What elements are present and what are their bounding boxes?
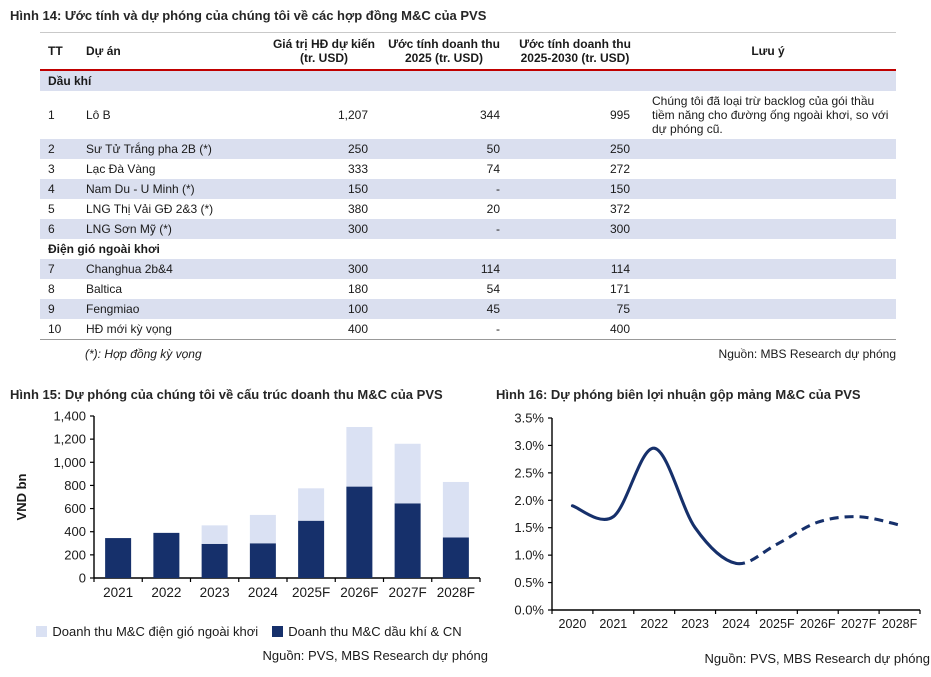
figure15-title: Hình 15: Dự phóng của chúng tôi về cấu trúc doanh thu M&C của PVS — [10, 387, 443, 402]
figure16-title: Hình 16: Dự phóng biên lợi nhuận gộp mảng M&C của PVS — [496, 387, 861, 402]
cell-project: LNG Sơn Mỹ (*) — [86, 222, 172, 236]
bar-segment — [153, 533, 179, 578]
bar-segment — [443, 538, 469, 579]
x-tick-label: 2024 — [722, 617, 750, 631]
cell-rev2030: 250 — [609, 142, 630, 156]
col-header-contract-value: Giá trị HĐ dự kiến (tr. USD) — [270, 33, 378, 71]
table-row — [40, 91, 896, 139]
table-row — [40, 319, 896, 340]
cell-value: 380 — [347, 202, 368, 216]
x-tick-label: 2021 — [103, 585, 134, 600]
cell-rev2030: 171 — [609, 282, 630, 296]
cell-rev2030: 372 — [609, 202, 630, 216]
bar-segment — [105, 538, 131, 578]
x-tick-label: 2028F — [436, 585, 476, 600]
y-tick-label: 600 — [64, 501, 86, 517]
cell-rev2030: 272 — [609, 162, 630, 176]
bar-segment — [202, 544, 228, 578]
cell-note — [640, 199, 896, 219]
cell-note: Chúng tôi đã loại trừ backlog của gói thầu tiềm năng cho đường ống ngoài khơi, so với dự phóng cũ. — [652, 94, 889, 136]
x-tick-label: 2027F — [388, 585, 427, 600]
col-header-note: Lưu ý — [640, 33, 896, 71]
x-tick-label: 2026F — [800, 617, 836, 631]
table-row — [40, 299, 896, 319]
legend-label: Doanh thu M&C điện gió ngoài khơi — [52, 624, 259, 639]
bar-chart-legend — [10, 624, 488, 639]
margin-line-solid — [572, 448, 736, 563]
cell-tt: 8 — [48, 282, 55, 296]
table-footnote: (*): Hợp đồng kỳ vọng — [85, 347, 202, 361]
col-header-rev-2025-2030: Ước tính doanh thu 2025-2030 (tr. USD) — [510, 33, 640, 71]
cell-tt: 5 — [48, 202, 55, 216]
cell-project: LNG Thị Vải GĐ 2&3 (*) — [86, 202, 214, 216]
figures-row — [0, 387, 931, 666]
bar-segment — [250, 543, 276, 578]
table-header-row — [40, 33, 896, 71]
x-tick-label: 2023 — [199, 585, 230, 600]
y-tick-label: 1.5% — [514, 520, 544, 536]
y-tick-label: 1,400 — [53, 410, 86, 424]
cell-value: 300 — [347, 262, 368, 276]
cell-value: 250 — [347, 142, 368, 156]
table-row — [40, 279, 896, 299]
table-row — [40, 139, 896, 159]
section-row — [40, 70, 896, 91]
cell-rev2025: 45 — [486, 302, 500, 316]
x-tick-label: 2022 — [151, 585, 182, 600]
cell-tt: 10 — [40, 319, 80, 340]
bar-segment — [298, 488, 324, 520]
y-tick-label: 0 — [78, 570, 86, 586]
col-header-tt: TT — [40, 33, 80, 71]
figure15 — [10, 387, 488, 666]
bar-segment — [346, 427, 372, 487]
x-tick-label: 2023 — [681, 617, 710, 631]
cell-note — [640, 159, 896, 179]
cell-note — [640, 139, 896, 159]
bar-segment — [395, 503, 421, 578]
bar-segment — [395, 444, 421, 504]
cell-tt: 2 — [48, 142, 55, 156]
cell-project: Changhua 2b&4 — [86, 262, 173, 276]
cell-project: Sư Tử Trắng pha 2B (*) — [86, 142, 212, 156]
section-label: Điện gió ngoài khơi — [48, 242, 160, 256]
table-row — [40, 199, 896, 219]
cell-note — [640, 219, 896, 239]
bar-segment — [298, 521, 324, 578]
cell-project: Fengmiao — [86, 302, 140, 316]
y-tick-label: 1,200 — [53, 431, 86, 447]
cell-rev2025: 74 — [486, 162, 500, 176]
col-header-project: Dự án — [80, 33, 270, 71]
table-row — [40, 219, 896, 239]
cell-project: Nam Du - U Minh (*) — [86, 182, 195, 196]
x-tick-label: 2025F — [291, 585, 331, 600]
cell-tt: 9 — [48, 302, 55, 316]
y-tick-label: 800 — [64, 477, 86, 493]
cell-tt: 4 — [48, 182, 55, 196]
legend-item — [272, 624, 461, 639]
margin-line-dashed — [736, 517, 900, 564]
cell-value: 180 — [347, 282, 368, 296]
table-source: Nguồn: MBS Research dự phóng — [718, 347, 896, 361]
cell-project: Lô B — [86, 108, 111, 122]
cell-rev2025: 20 — [486, 202, 500, 216]
figure14-title: Hình 14: Ước tính và dự phóng của chúng tôi về các hợp đồng M&C của PVS — [10, 8, 487, 23]
cell-value: 1,207 — [337, 108, 368, 122]
cell-value: 300 — [347, 222, 368, 236]
cell-rev2025: 114 — [480, 262, 500, 276]
cell-project: Lạc Đà Vàng — [86, 162, 156, 176]
cell-tt: 7 — [48, 262, 55, 276]
bar-segment — [202, 525, 228, 544]
cell-value: 333 — [347, 162, 368, 176]
table-body — [40, 70, 896, 340]
figure16 — [496, 387, 930, 666]
y-axis-title: VND bn — [14, 473, 29, 521]
col-header-rev-2025: Ước tính doanh thu 2025 (tr. USD) — [378, 33, 510, 71]
cell-rev2025: 50 — [486, 142, 500, 156]
cell-rev2025: - — [496, 222, 500, 236]
cell-note — [640, 259, 896, 279]
x-tick-label: 2028F — [881, 617, 918, 631]
y-tick-label: 0.5% — [514, 575, 544, 591]
cell-note — [640, 279, 896, 299]
x-tick-label: 2026F — [340, 585, 379, 600]
cell-rev2030: 300 — [609, 222, 630, 236]
cell-project: Baltica — [86, 282, 123, 296]
cell-value: 400 — [270, 319, 378, 340]
table-row — [40, 259, 896, 279]
figure15-source: Nguồn: PVS, MBS Research dự phóng — [262, 648, 488, 663]
x-tick-label: 2021 — [599, 617, 628, 631]
x-tick-label: 2027F — [840, 617, 877, 631]
cell-tt: 3 — [48, 162, 55, 176]
cell-value: 100 — [347, 302, 368, 316]
legend-label: Doanh thu M&C dầu khí & CN — [288, 624, 462, 639]
cell-value: 150 — [347, 182, 368, 196]
legend-swatch — [272, 626, 283, 637]
cell-tt: 1 — [48, 108, 55, 122]
y-tick-label: 3.5% — [514, 410, 544, 426]
legend-swatch — [36, 626, 47, 637]
y-tick-label: 0.0% — [514, 602, 544, 618]
gross-margin-line-chart — [496, 410, 930, 642]
cell-note — [640, 319, 896, 340]
legend-item — [36, 624, 258, 639]
cell-rev2025: 344 — [479, 108, 500, 122]
cell-tt: 6 — [48, 222, 55, 236]
cell-rev2030: 114 — [610, 262, 630, 276]
x-tick-label: 2020 — [558, 617, 587, 631]
cell-note — [640, 179, 896, 199]
cell-rev2025: - — [378, 319, 510, 340]
bar-segment — [346, 487, 372, 578]
y-tick-label: 3.0% — [514, 437, 544, 453]
cell-project: HĐ mới kỳ vọng — [80, 319, 270, 340]
y-tick-label: 200 — [64, 547, 86, 563]
cell-rev2025: 54 — [486, 282, 500, 296]
section-label: Dầu khí — [48, 74, 92, 88]
table-row — [40, 159, 896, 179]
section-row — [40, 239, 896, 259]
y-tick-label: 1,000 — [53, 454, 86, 470]
cell-rev2030: 75 — [616, 302, 630, 316]
y-tick-label: 400 — [64, 524, 86, 540]
cell-rev2030: 150 — [609, 182, 630, 196]
table-row — [40, 179, 896, 199]
figure16-source: Nguồn: PVS, MBS Research dự phóng — [704, 651, 930, 666]
table-footer — [40, 347, 896, 361]
x-tick-label: 2025F — [759, 617, 795, 631]
cell-note — [640, 299, 896, 319]
cell-rev2025: - — [496, 182, 500, 196]
y-tick-label: 2.5% — [514, 465, 544, 481]
y-tick-label: 1.0% — [514, 547, 544, 563]
cell-rev2030: 400 — [510, 319, 640, 340]
bar-segment — [250, 515, 276, 543]
x-tick-label: 2022 — [640, 617, 669, 631]
x-tick-label: 2024 — [247, 585, 278, 600]
table-head — [40, 33, 896, 71]
cell-rev2030: 995 — [609, 108, 630, 122]
y-tick-label: 2.0% — [514, 492, 544, 508]
contracts-table — [40, 32, 896, 340]
revenue-structure-bar-chart — [10, 410, 488, 622]
bar-segment — [443, 482, 469, 538]
